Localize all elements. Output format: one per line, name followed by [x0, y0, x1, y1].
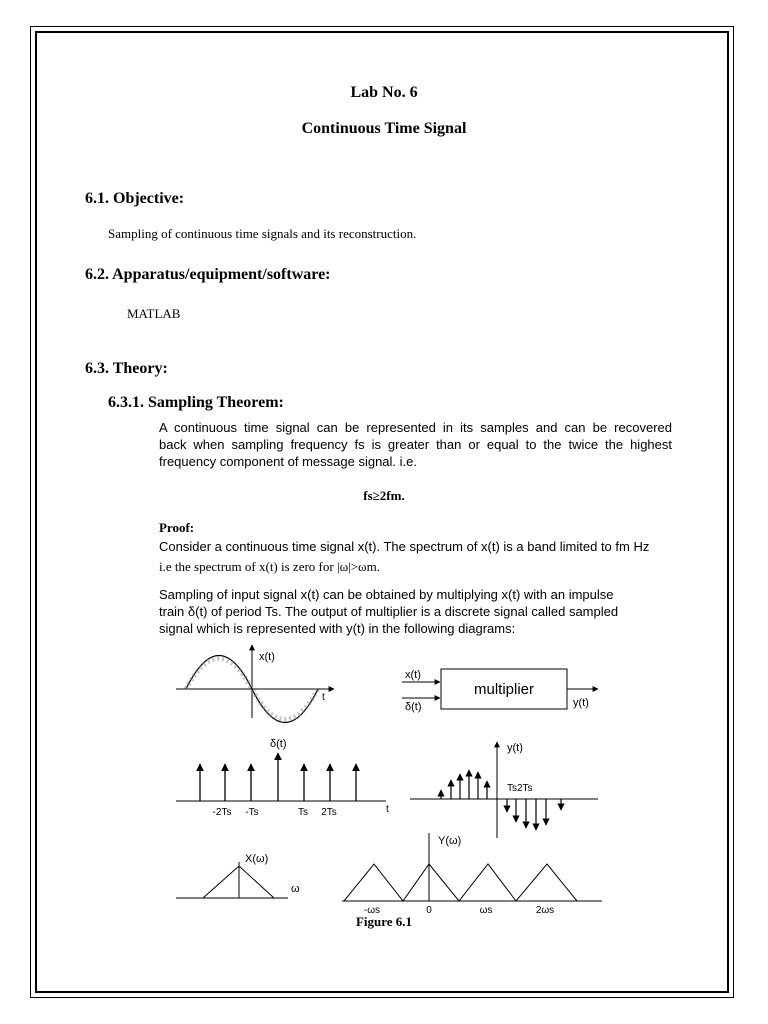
- multiplier-output-label: y(t): [573, 697, 589, 709]
- impulse-tick-label: Ts: [298, 807, 308, 818]
- sampled-tick-label: Ts2Ts: [507, 783, 533, 794]
- spectrum-y-label: Y(ω): [438, 835, 462, 847]
- impulse-label: δ(t): [270, 738, 287, 750]
- apparatus-item: MATLAB: [127, 306, 181, 321]
- paragraph-line: train δ(t) of period Ts. The output of multiplier is a discrete signal called sampled: [159, 604, 619, 619]
- objective-heading: 6.1. Objective:: [85, 190, 185, 207]
- spectrum-x-panel: [176, 853, 300, 898]
- proof-line-1: Consider a continuous time signal x(t). The spectrum of x(t) is a band limited to fm Hz: [159, 539, 650, 554]
- theory-heading: 6.3. Theory:: [85, 360, 168, 377]
- spectrum-y-tick-label: ωs: [479, 905, 493, 916]
- xt-label: x(t): [259, 651, 275, 663]
- multiplier-block-panel: [402, 669, 598, 713]
- paragraph-line: signal which is represented with y(t) in the following diagrams:: [159, 621, 516, 636]
- spectrum-x-axis-label: ω: [291, 883, 300, 895]
- spectrum-y-tick-label: -ωs: [363, 905, 381, 916]
- spectrum-y-panel: [342, 833, 602, 916]
- objective-text: Sampling of continuous time signals and its reconstruction.: [108, 226, 417, 241]
- paragraph-line: A continuous time signal can be represented in its samples and can be recovered: [159, 420, 672, 435]
- multiplier-label: multiplier: [473, 681, 535, 698]
- paragraph-line: back when sampling frequency fs is greater than or equal to the twice the highest: [159, 437, 672, 452]
- paragraph-line: Sampling of input signal x(t) can be obtained by multiplying x(t) with an impulse: [159, 587, 614, 602]
- impulse-tick-label: -Ts: [245, 807, 259, 818]
- document-subtitle: Continuous Time Signal: [301, 120, 467, 137]
- multiplier-input-delta-label: δ(t): [405, 701, 422, 713]
- sampled-label: y(t): [507, 742, 523, 754]
- sampling-theorem-heading: 6.3.1. Sampling Theorem:: [108, 394, 284, 411]
- impulse-tick-label: -2Ts: [212, 807, 232, 818]
- impulse-axis-label: t: [386, 804, 389, 815]
- figure-caption: Figure 6.1: [355, 914, 413, 929]
- xt-axis-label: t: [322, 692, 325, 703]
- sampling-equation: fs≥2fm.: [363, 488, 405, 503]
- apparatus-heading: 6.2. Apparatus/equipment/software:: [85, 266, 331, 283]
- xt-waveform-panel: [176, 645, 334, 723]
- proof-line-2: i.e the spectrum of x(t) is zero for |ω|>ωm.: [159, 559, 380, 574]
- multiplier-input-xt-label: x(t): [405, 669, 421, 681]
- paragraph-line: frequency component of message signal. i.e.: [159, 454, 417, 469]
- sampled-signal-panel: [410, 742, 598, 838]
- spectrum-x-label: X(ω): [245, 853, 269, 865]
- impulse-train-panel: [176, 738, 389, 818]
- spectrum-y-tick-label: 0: [426, 905, 432, 916]
- impulse-tick-label: 2Ts: [321, 807, 337, 818]
- spectrum-y-tick-label: 2ωs: [535, 905, 555, 916]
- proof-heading: Proof:: [159, 520, 195, 535]
- spectrum-y-triangles: [344, 864, 577, 901]
- lab-title: Lab No. 6: [350, 84, 418, 101]
